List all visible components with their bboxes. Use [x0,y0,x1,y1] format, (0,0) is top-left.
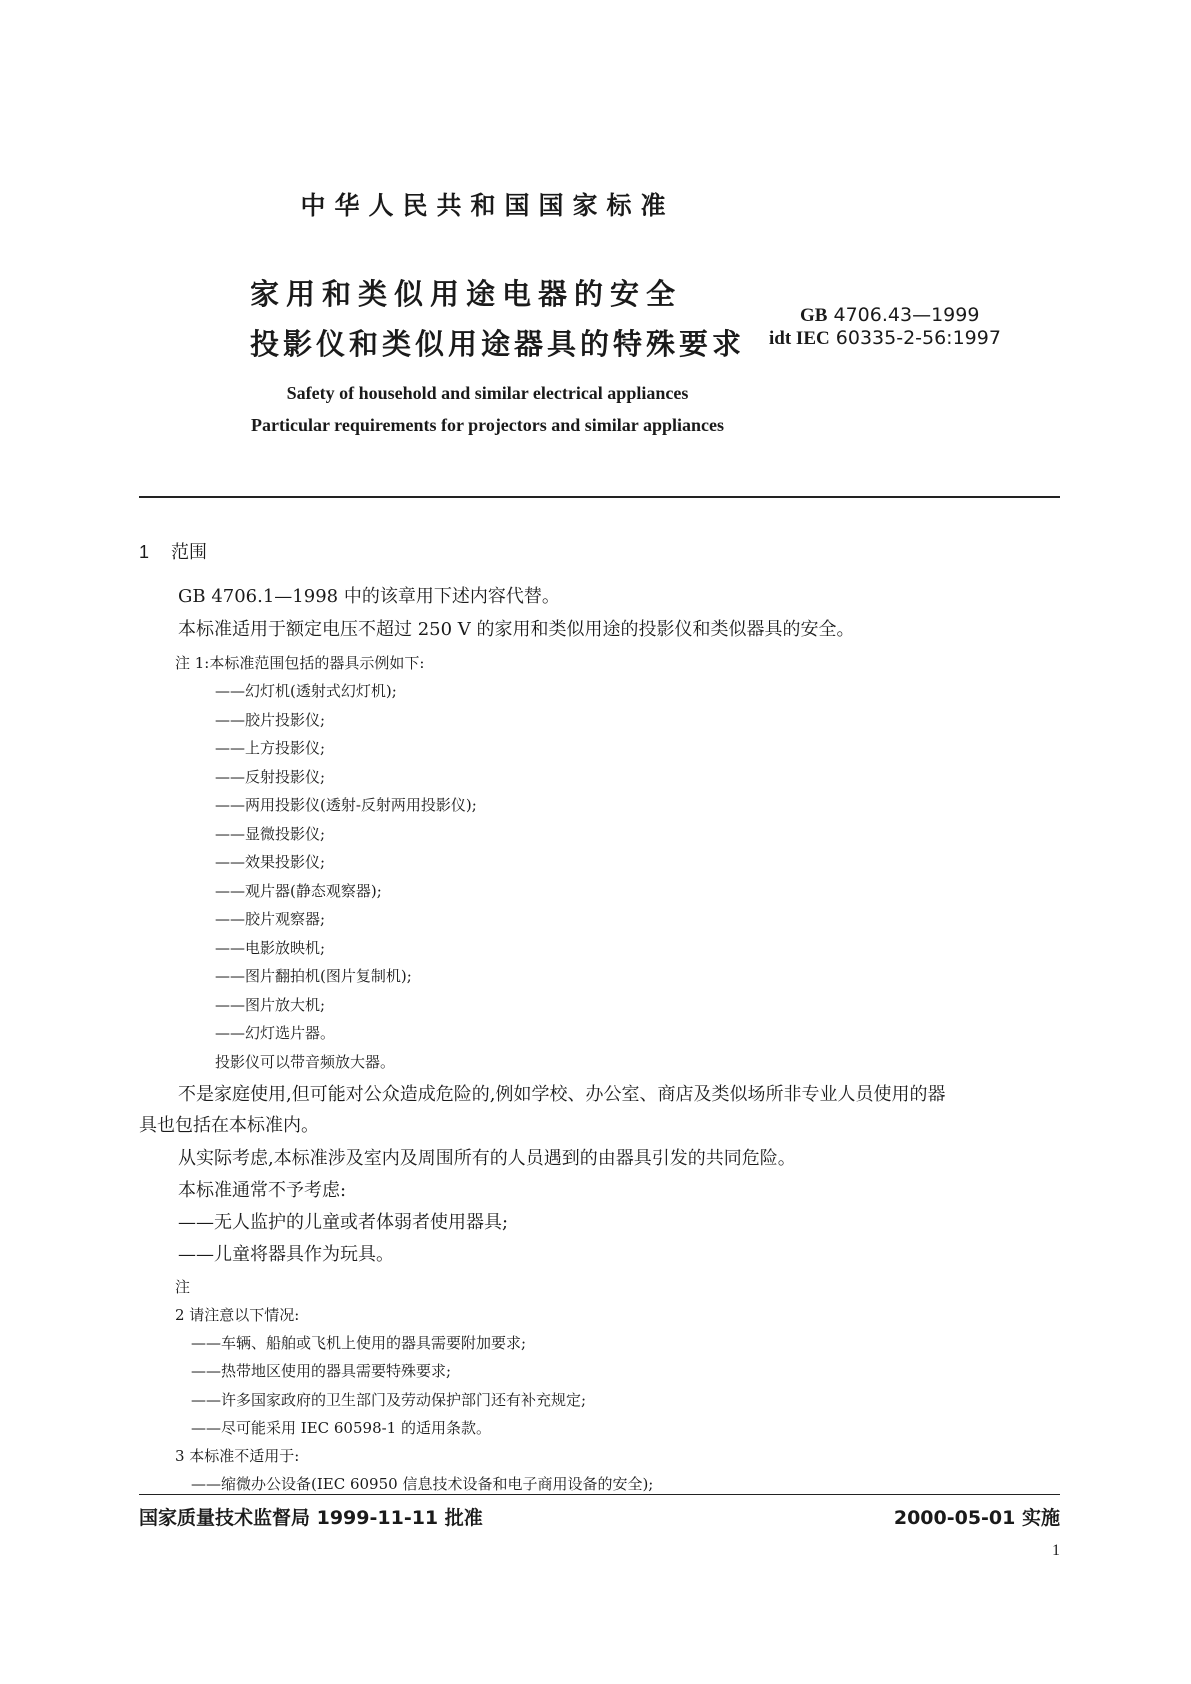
note1-item: ——幻灯选片器。 [215,1024,336,1042]
note2-item: ——热带地区使用的器具需要特殊要求; [191,1362,452,1380]
note3-intro: 3 本标准不适用于: [175,1447,300,1465]
paragraph-not-considered: 本标准通常不予考虑: [178,1180,347,1201]
note-label: 注 [175,1278,191,1296]
iec-prefix: idt IEC [769,328,830,349]
footer-divider [139,1494,1060,1495]
title-en-line2: Particular requirements for projectors and similar appliances [251,415,724,435]
national-standard-heading: 中华人民共和国国家标准 [300,191,675,220]
note2-item: ——许多国家政府的卫生部门及劳动保护部门还有补充规定; [191,1391,587,1409]
header-divider [139,496,1060,498]
standard-code-line2 [769,327,1001,350]
standard-code [769,304,1001,350]
title-en-line1: Safety of household and similar electrical appliances [286,383,689,403]
gb-prefix: GB [800,305,828,326]
note1-item: ——显微投影仪; [215,825,326,843]
note2-intro: 2 请注意以下情况: [175,1306,300,1324]
note1-item: ——胶片投影仪; [215,711,326,729]
note1-item: ——图片放大机; [215,996,326,1014]
paragraph-public-use-line2: 具也包括在本标准内。 [139,1115,319,1136]
note1-item: ——电影放映机; [215,939,326,957]
standard-code-line1 [800,304,1001,327]
paragraph-public-use-line1: 不是家庭使用,但可能对公众造成危险的,例如学校、办公室、商店及类似场所非专业人员使用的器 [178,1084,946,1105]
note1-item: ——上方投影仪; [215,739,326,757]
not-considered-item: ——无人监护的儿童或者体弱者使用器具; [178,1212,509,1233]
note1-item: ——观片器(静态观察器); [215,882,382,900]
page-number: 1 [1052,1542,1060,1559]
note1-item: ——图片翻拍机(图片复制机); [215,967,412,985]
paragraph-replace: GB 4706.1—1998 中的该章用下述内容代替。 [178,586,560,607]
note1-tail: 投影仪可以带音频放大器。 [215,1053,396,1071]
note2-item: ——车辆、船舶或飞机上使用的器具需要附加要求; [191,1334,527,1352]
title-cn-line1: 家用和类似用途电器的安全 [250,277,683,311]
note1-item: ——胶片观察器; [215,910,326,928]
note3-item: ——缩微办公设备(IEC 60950 信息技术设备和电子商用设备的安全); [191,1475,654,1493]
implementation-date: 2000-05-01 实施 [893,1507,1060,1529]
note1-item: ——幻灯机(透射式幻灯机); [215,682,397,700]
section-number: 1 [139,542,150,562]
iec-number: 60335-2-56:1997 [835,327,1001,349]
section-heading [139,538,207,564]
section-title: 范围 [171,542,207,563]
note1-item: ——效果投影仪; [215,853,326,871]
paragraph-scope: 本标准适用于额定电压不超过 250 V 的家用和类似用途的投影仪和类似器具的安全。 [178,619,855,640]
title-cn-line2: 投影仪和类似用途器具的特殊要求 [250,327,746,361]
gb-number: 4706.43—1999 [833,304,980,326]
note1-item: ——两用投影仪(透射-反射两用投影仪); [215,796,477,814]
approval-date: 国家质量技术监督局 1999-11-11 批准 [139,1507,483,1529]
paragraph-hazards: 从实际考虑,本标准涉及室内及周围所有的人员遇到的由器具引发的共同危险。 [178,1148,796,1169]
note1-item: ——反射投影仪; [215,768,326,786]
note2-item: ——尽可能采用 IEC 60598-1 的适用条款。 [191,1419,491,1437]
not-considered-item: ——儿童将器具作为玩具。 [178,1244,394,1265]
note1-intro: 注 1:本标准范围包括的器具示例如下: [175,654,425,672]
